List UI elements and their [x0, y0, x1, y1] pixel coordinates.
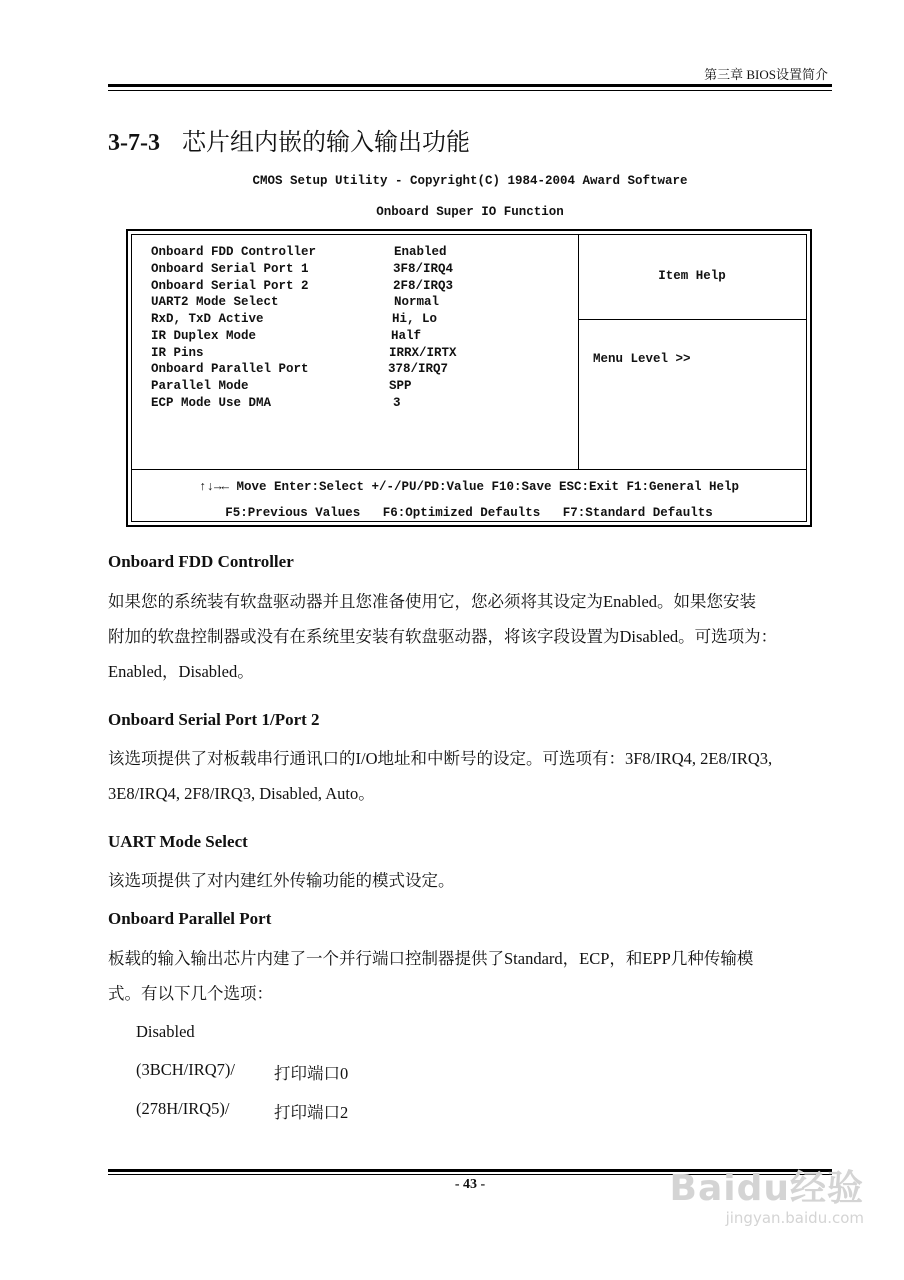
item-help-title: Item Help	[658, 269, 726, 283]
bios-keys-line-1: ↑↓→← Move Enter:Select +/-/PU/PD:Value F10:Save ESC:Exit F1:General Help	[198, 480, 740, 494]
paragraph-line: Enabled，Disabled。	[108, 662, 254, 681]
bios-title: CMOS Setup Utility - Copyright(C) 1984-2004 Award Software	[252, 174, 688, 188]
section-number: 3-7-3	[108, 130, 160, 156]
paragraph-line: 式。有以下几个选项：	[108, 984, 273, 1003]
bios-row-value[interactable]: IRRX/IRTX	[389, 346, 457, 360]
baidu-watermark	[670, 1160, 864, 1227]
option-value: (3BCH/IRQ7)/	[136, 1060, 235, 1079]
bios-row-value[interactable]: Enabled	[394, 245, 447, 259]
bios-row-value[interactable]: 3	[393, 396, 401, 410]
menu-level: Menu Level >>	[593, 352, 691, 366]
bios-row-value[interactable]: SPP	[389, 379, 412, 393]
bios-screen	[126, 229, 812, 527]
paragraph-line: 板载的输入输出芯片内建了一个并行端口控制器提供了Standard，ECP，和EPP几种传输模	[108, 949, 754, 968]
bios-help-divider	[578, 319, 806, 320]
paragraph-line: 如果您的系统装有软盘驱动器并且您准备使用它，您必须将其设定为Enabled。如果您安装	[108, 592, 757, 611]
watermark-url: jingyan.baidu.com	[725, 1209, 864, 1227]
paragraph-serial-port	[108, 741, 832, 811]
option-item	[136, 1022, 195, 1042]
bios-row-value[interactable]: Normal	[394, 295, 440, 309]
bios-row-value[interactable]: 3F8/IRQ4	[393, 262, 454, 276]
paragraph-fdd-controller	[108, 584, 832, 689]
paragraph-line: 附加的软盘控制器或没有在系统里安装有软盘驱动器，将该字段设置为Disabled。可选项为：	[108, 627, 778, 646]
header-rule-thin	[108, 90, 832, 91]
watermark-brand: Baidu经验	[669, 1168, 864, 1209]
bios-row-label: Onboard Serial Port 2	[151, 279, 309, 293]
bios-row-value[interactable]: Half	[391, 329, 422, 343]
bios-row-label: Parallel Mode	[151, 379, 249, 393]
option-item	[136, 1060, 349, 1083]
section-title	[108, 122, 470, 157]
bios-keys-divider	[132, 469, 806, 470]
bios-row-label: IR Duplex Mode	[151, 329, 257, 343]
section-title-text: 芯片组内嵌的输入输出功能	[181, 130, 470, 156]
option-value: Disabled	[136, 1022, 195, 1041]
paragraph-uart-mode	[108, 863, 832, 898]
bios-row-value[interactable]: Hi, Lo	[392, 312, 438, 326]
option-desc: 打印端口2	[274, 1103, 349, 1122]
bios-row-label: RxD, TxD Active	[151, 312, 264, 326]
paragraph-line: 该选项提供了对板载串行通讯口的I/O地址和中断号的设定。可选项有：3F8/IRQ4, 2E8/IRQ3,	[108, 749, 773, 768]
bios-row-label: Onboard FDD Controller	[151, 245, 317, 259]
heading-fdd-controller: Onboard FDD Controller	[108, 552, 294, 571]
option-value: (278H/IRQ5)/	[136, 1099, 230, 1118]
paragraph-parallel-port	[108, 941, 832, 1011]
bios-row-label: ECP Mode Use DMA	[151, 396, 272, 410]
option-item	[136, 1099, 349, 1122]
heading-parallel-port: Onboard Parallel Port	[108, 909, 272, 928]
heading-uart-mode: UART Mode Select	[108, 832, 248, 851]
bios-row-value[interactable]: 378/IRQ7	[388, 362, 449, 376]
option-desc: 打印端口0	[274, 1064, 349, 1083]
bios-row-label: Onboard Parallel Port	[151, 362, 309, 376]
bios-subtitle: Onboard Super IO Function	[376, 205, 564, 219]
paragraph-line: 3E8/IRQ4, 2F8/IRQ3, Disabled, Auto。	[108, 784, 375, 803]
bios-row-label: IR Pins	[151, 346, 204, 360]
heading-serial-port: Onboard Serial Port 1/Port 2	[108, 710, 320, 729]
bios-row-label: Onboard Serial Port 1	[151, 262, 309, 276]
bios-row-label: UART2 Mode Select	[151, 295, 279, 309]
bios-keys-line-2: F5:Previous Values F6:Optimized Defaults F7:Standard Defaults	[225, 506, 713, 520]
bios-inner-frame	[131, 234, 807, 522]
chapter-header: 第三章 BIOS设置简介	[704, 67, 828, 82]
bios-row-value[interactable]: 2F8/IRQ3	[393, 279, 454, 293]
header-rule	[108, 84, 832, 87]
paragraph-line: 该选项提供了对内建红外传输功能的模式设定。	[108, 871, 455, 890]
page-number: - 43 -	[454, 1177, 486, 1192]
